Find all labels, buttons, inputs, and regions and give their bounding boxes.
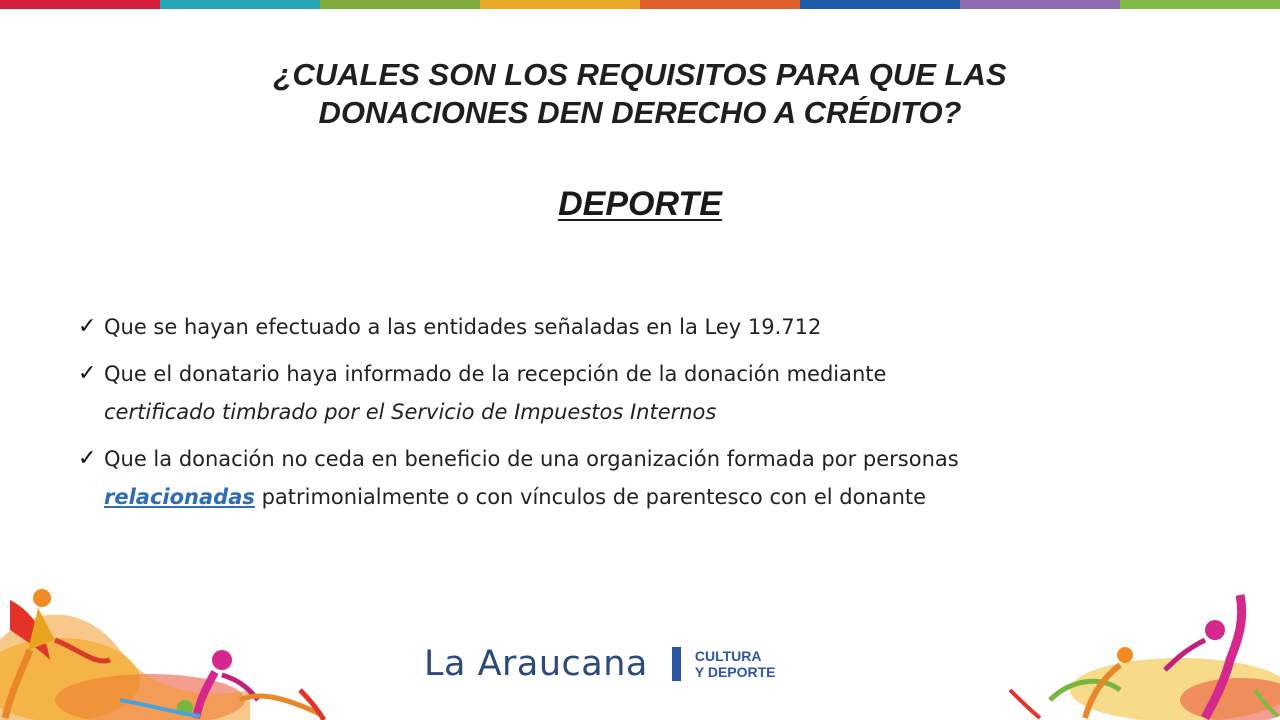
top-color-bar [0,0,1280,9]
right-splash-graphic [1010,595,1280,720]
la-araucana-logo [424,642,776,686]
check-icon: ✓ [78,446,97,471]
color-segment [160,0,320,9]
color-segment [960,0,1120,9]
color-segment [320,0,480,9]
logo-divider [672,647,681,681]
section-heading-text: DEPORTE [558,185,722,223]
list-item [78,440,1188,516]
check-icon: ✓ [78,314,97,339]
requirement-text: Que el donatario haya informado de la recepción de la donación mediante [104,362,887,386]
relacionadas-link[interactable]: relacionadas [104,485,255,509]
left-splash-graphic [0,589,324,720]
check-icon: ✓ [78,361,97,386]
title-line-2: DONACIONES DEN DERECHO A CRÉDITO? [318,95,962,130]
color-segment [1120,0,1280,9]
requirement-text: Que la donación no ceda en beneficio de una organización formada por personas [104,447,959,471]
logo-subtitle [695,648,776,680]
requirement-italic: certificado timbrado por el Servicio de Impuestos Internos [104,400,717,424]
requirement-rest: patrimonialmente o con vínculos de parentesco con el donante [261,485,927,509]
color-segment [640,0,800,9]
color-segment [480,0,640,9]
section-heading [0,184,1280,224]
logo-line-1: CULTURA [694,648,762,664]
list-item [78,355,1188,431]
logo-line-2: Y DEPORTE [694,664,776,680]
color-segment [0,0,160,9]
color-segment [800,0,960,9]
list-item [78,308,1188,346]
title-line-1: ¿CUALES SON LOS REQUISITOS PARA QUE LAS [273,57,1007,92]
slide-title [100,56,1180,132]
requirement-text: Que se hayan efectuado a las entidades señaladas en la Ley 19.712 [104,315,822,339]
logo-name: La Araucana [424,644,648,684]
requirements-list [78,308,1188,525]
